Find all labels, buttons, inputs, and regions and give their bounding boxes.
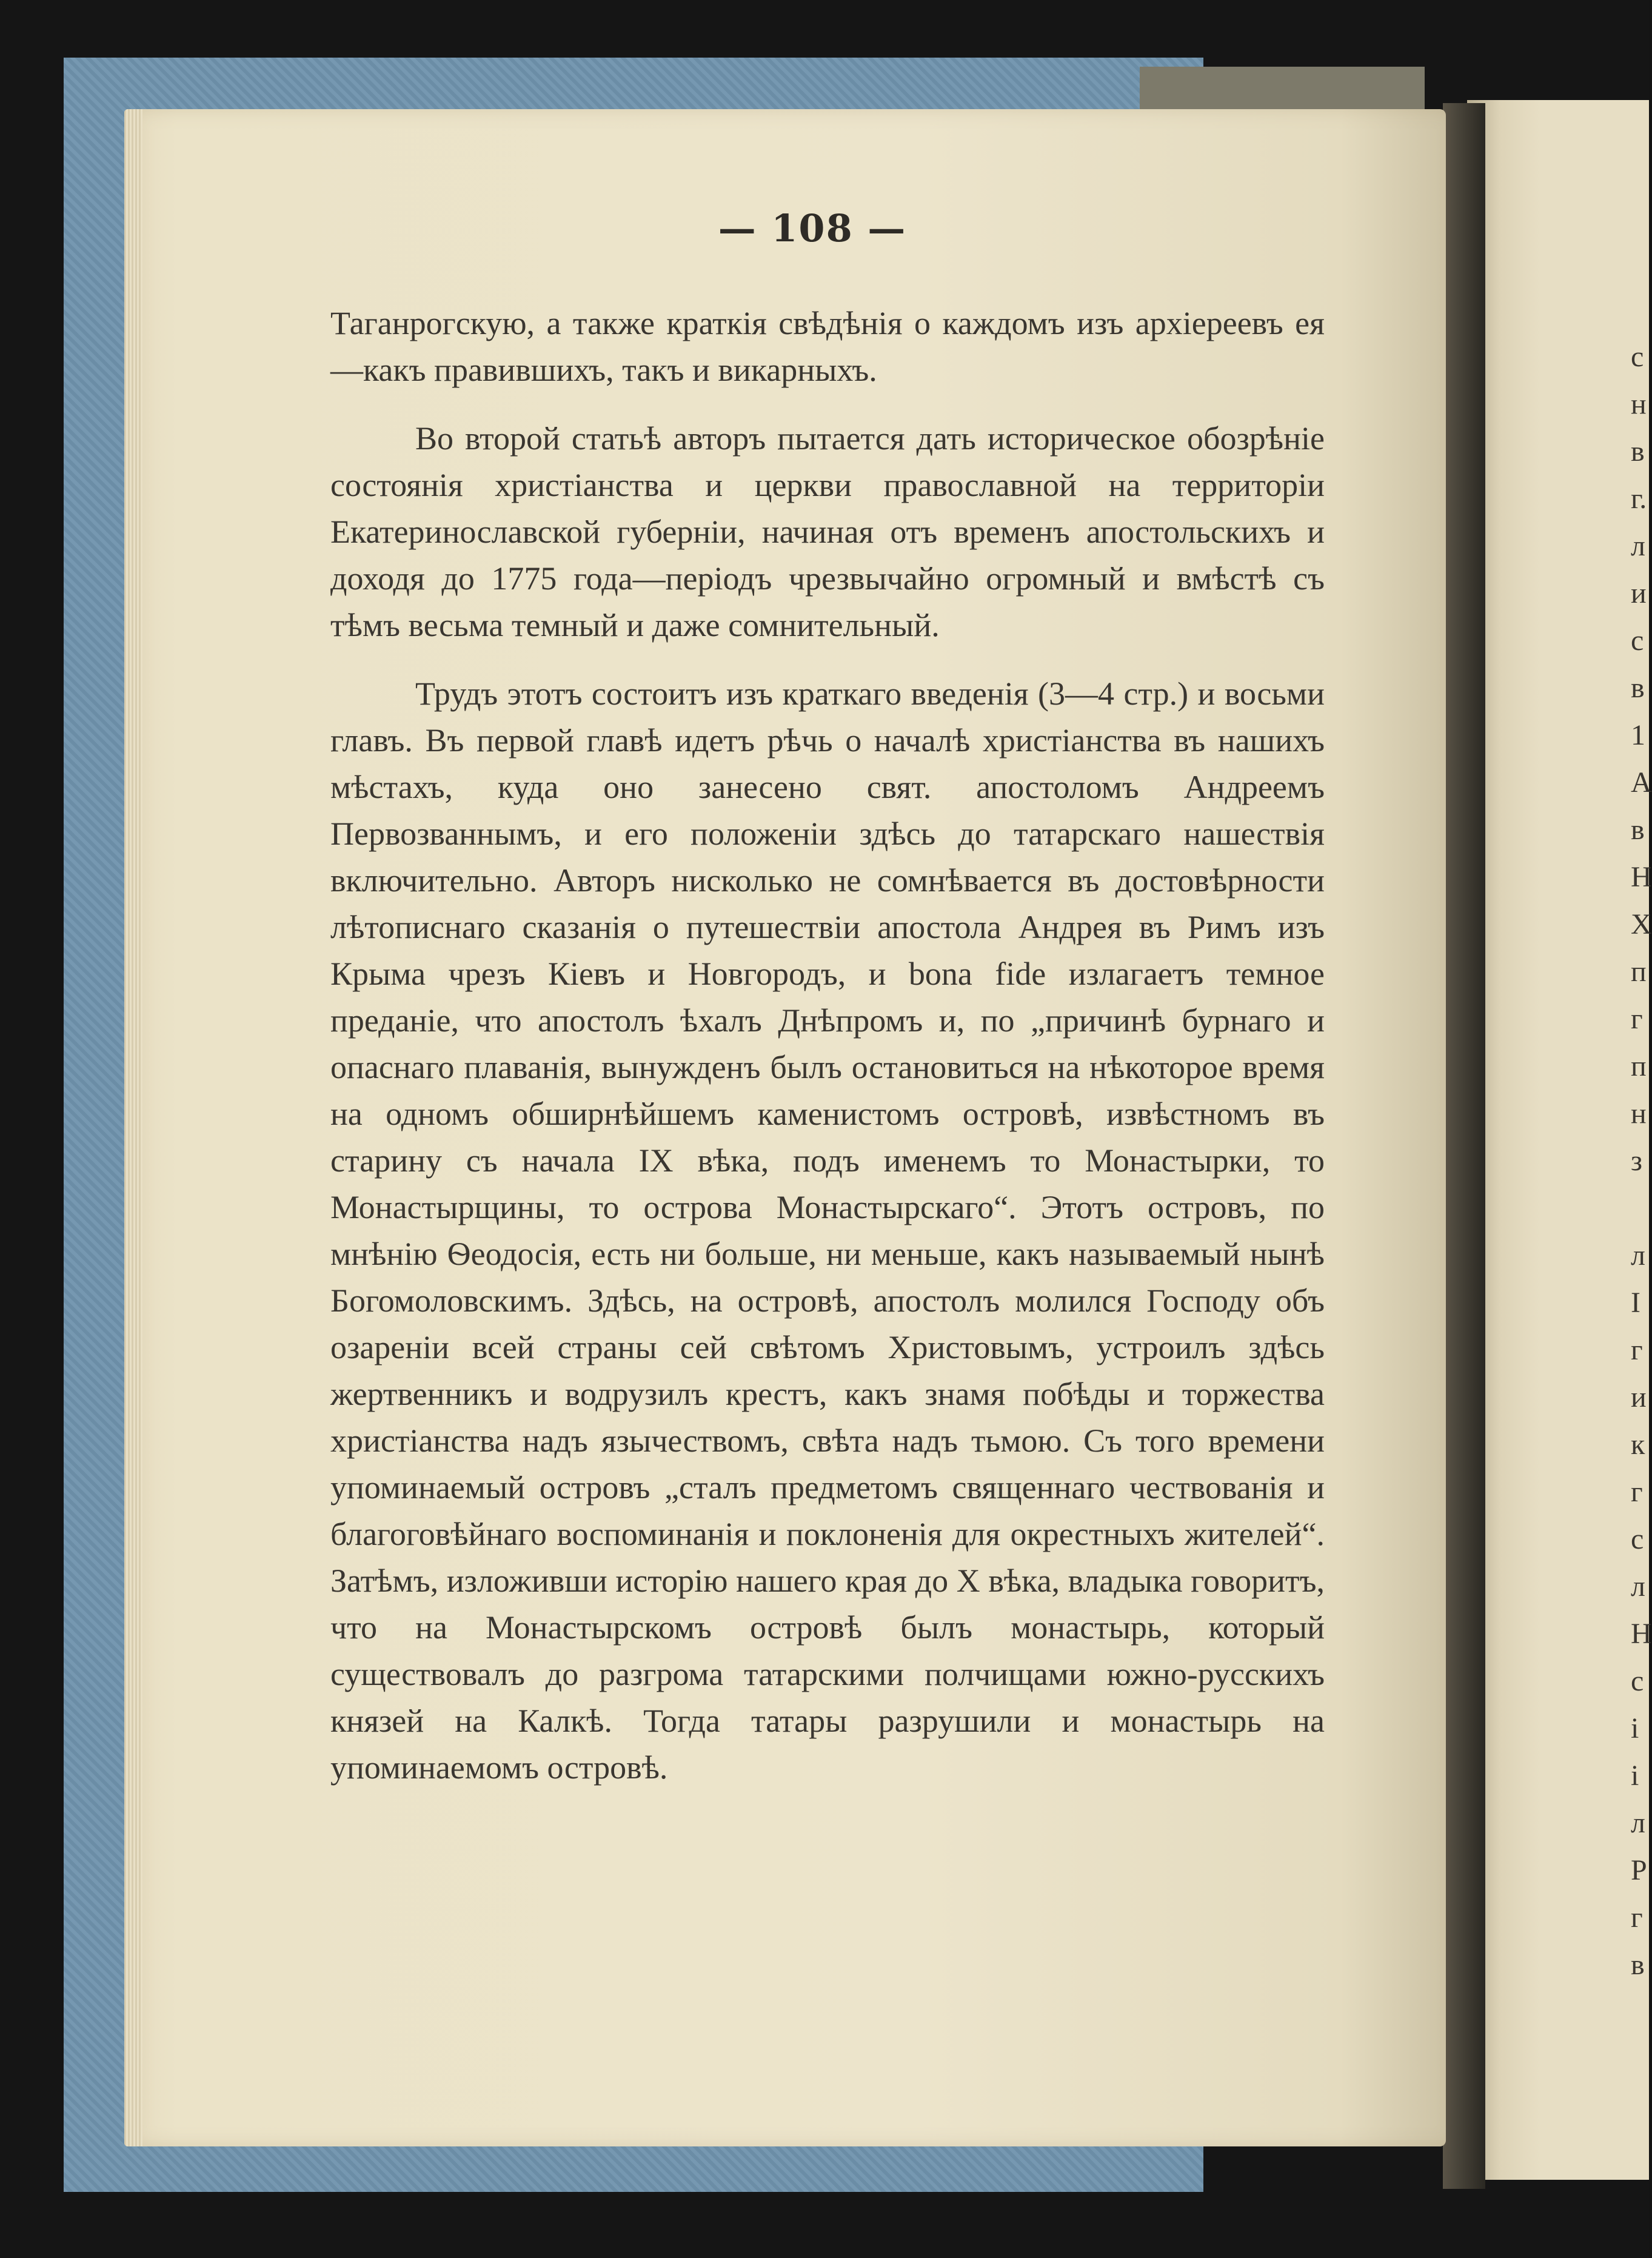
margin-letter: н (1631, 388, 1647, 420)
margin-letter: в (1631, 672, 1645, 704)
margin-letter: л (1631, 1239, 1645, 1271)
margin-letter: н (1631, 1097, 1647, 1130)
margin-letter: Р (1631, 1854, 1647, 1886)
margin-letter: с (1631, 341, 1644, 373)
margin-letter: в (1631, 814, 1645, 846)
margin-letter: А (1631, 766, 1652, 799)
paragraph-3: Трудъ этотъ состоитъ изъ краткаго введенія (3—4 стр.) и восьми главъ. Въ первой главѣ идетъ рѣчь о началѣ христіанства въ нашихъ мѣстахъ, куда оно занесено свят. апостоломъ Андреемъ Первозваннымъ, и его положеніи здѣсь до татарскаго нашествія включительно. Авторъ нисколько не сомнѣвается въ достовѣрности лѣтописнаго сказанія о путешествіи апостола Андрея въ Римъ изъ Крыма чрезъ Кіевъ и Новгородъ, и bona fide излагаетъ темное преданіе, что апостолъ ѣхалъ Днѣпромъ и, по „причинѣ бурнаго и опаснаго плаванія, вынужденъ былъ остановиться на нѣкоторое время на одномъ обширнѣйшемъ каменистомъ островѣ, извѣстномъ въ старину съ начала IX вѣка, подъ именемъ то Монастырки, то Монастырщины, то острова Монастырскаго“. Этотъ островъ, по мнѣнію Ѳеодосія, есть ни больше, ни меньше, какъ называемый нынѣ Богомоловскимъ. Здѣсь, на островѣ, апостолъ молился Господу объ озареніи всей страны сей свѣтомъ Христовымъ, устроилъ здѣсь жертвенникъ и водрузилъ крестъ, какъ знамя побѣды и торжества христіанства надъ язычествомъ, свѣта надъ тьмою. Съ того времени упоминаемый островъ „сталъ предметомъ священнаго чествованія и благоговѣйнаго воспоминанія и поклоненія для окрестныхъ жителей“. Затѣмъ, изложивши исторію нашего края до X вѣка, владыка говоритъ, что на Монастырскомъ островѣ былъ монастырь, который существовалъ до разгрома татарскими полчищами южно-русскихъ князей на Калкѣ. Тогда татары разрушили и монастырь на упоминаемомъ островѣ. (330, 675, 1325, 1786)
margin-letter: І (1631, 1287, 1640, 1319)
page-number: — 108 — (718, 206, 907, 250)
margin-letter: в (1631, 435, 1645, 467)
margin-letter: г (1631, 1901, 1643, 1934)
paragraph-1: Таганрогскую, а также краткія свѣдѣнія о каждомъ изъ архіереевъ ея—какъ правившихъ, такъ и викарныхъ. (330, 305, 1325, 388)
margin-letter: и (1631, 1381, 1647, 1413)
margin-letter: л (1631, 1807, 1645, 1839)
margin-letter: п (1631, 1050, 1647, 1082)
page-body (330, 300, 1325, 1791)
margin-letter: г (1631, 1334, 1643, 1366)
margin-letter: з (1631, 1145, 1642, 1177)
margin-letter: Н (1631, 1618, 1652, 1650)
cover-spine-strip (1140, 67, 1425, 109)
margin-letter: л (1631, 530, 1645, 562)
margin-letter: л (1631, 1570, 1645, 1603)
margin-letter: и (1631, 577, 1647, 609)
margin-letter: к (1631, 1429, 1645, 1461)
margin-letter: 1 (1631, 719, 1645, 751)
margin-letter: с (1631, 1523, 1644, 1555)
margin-letter: п (1631, 956, 1647, 988)
facing-page-margin-text (1631, 333, 1652, 1989)
margin-letter: і (1631, 1712, 1639, 1744)
margin-letter: с (1631, 625, 1644, 657)
paragraph-2: Во второй статьѣ авторъ пытается дать историческое обозрѣніе состоянія христіанства и церкви православной на территоріи Екатеринославской губерніи, начиная отъ временъ апостольскихъ и доходя до 1775 года—періодъ чрезвычайно огромный и вмѣстѣ съ тѣмъ весьма темный и даже сомнительный. (330, 420, 1325, 643)
margin-letter: г (1631, 1003, 1643, 1035)
margin-letter (1631, 1185, 1649, 1232)
margin-letter: Х (1631, 908, 1652, 940)
page-edges (124, 109, 142, 2146)
margin-letter: г. (1631, 483, 1647, 515)
facing-page (1467, 100, 1652, 2180)
margin-letter: с (1631, 1665, 1644, 1697)
margin-letter: і (1631, 1760, 1639, 1792)
gutter-shadow (1443, 103, 1485, 2189)
margin-letter: г (1631, 1476, 1643, 1508)
margin-letter: Н (1631, 861, 1652, 893)
margin-letter: в (1631, 1949, 1645, 1981)
